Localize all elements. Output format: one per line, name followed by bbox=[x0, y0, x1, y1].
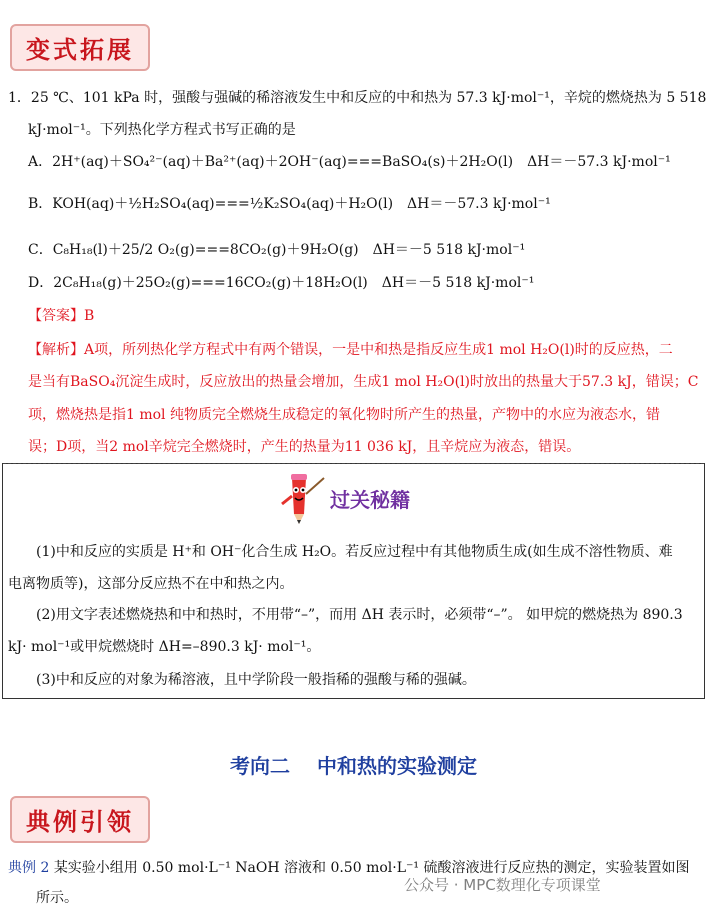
section-badge-variant: 变式拓展 bbox=[10, 24, 150, 71]
watermark: 公众号 · MPC数理化专项课堂 bbox=[404, 876, 601, 894]
analysis-line2: 是当有BaSO₄沉淀生成时，反应放出的热量会增加，生成1 mol H₂O(l)时放出的热量大于57.3 kJ，错误；C bbox=[28, 374, 699, 390]
analysis-line4: 误；D项，当2 mol辛烷完全燃烧时，产生的热量为11 036 kJ，且辛烷应为液态，错误。 bbox=[28, 439, 581, 455]
tip-1-line1: (1)中和反应的实质是 H⁺和 OH⁻化合生成 H₂O。若反应过程中有其他物质生成(如生成不溶性物质、难 bbox=[36, 544, 673, 560]
tips-title: 过关秘籍 bbox=[330, 488, 410, 512]
box-top-divider bbox=[3, 463, 704, 464]
tip-2-line1: (2)用文字表述燃烧热和中和热时，不用带“–”，而用 ΔH 表示时，必须带“–”。 如甲烷的燃烧热为 890.3 bbox=[36, 607, 683, 623]
answer-label: 【答案】B bbox=[28, 308, 95, 324]
option-c: C．C₈H₁₈(l)＋25/2 O₂(g)===8CO₂(g)＋9H₂O(g) ΔH＝－5 518 kJ·mol⁻¹ bbox=[28, 242, 526, 258]
example-line2: 所示。 bbox=[36, 890, 78, 906]
section-badge-example: 典例引领 bbox=[10, 796, 150, 843]
pencil-mascot-icon bbox=[272, 470, 328, 526]
tip-3: (3)中和反应的对象为稀溶液，且中学阶段一般指稀的强酸与稀的强碱。 bbox=[36, 672, 476, 688]
section-title: 考向二 中和热的实验测定 bbox=[230, 754, 477, 778]
question-stem-line1: 1．25 ℃、101 kPa 时，强酸与强碱的稀溶液发生中和反应的中和热为 57.3 kJ·mol⁻¹，辛烷的燃烧热为 5 518 bbox=[8, 90, 707, 106]
option-b: B．KOH(aq)＋½H₂SO₄(aq)===½K₂SO₄(aq)＋H₂O(l) ΔH＝－57.3 kJ·mol⁻¹ bbox=[28, 196, 551, 212]
option-a: A．2H⁺(aq)＋SO₄²⁻(aq)＋Ba²⁺(aq)＋2OH⁻(aq)===BaSO₄(s)＋2H₂O(l) ΔH＝－57.3 kJ·mol⁻¹ bbox=[28, 154, 671, 170]
tip-2-line2: kJ· mol⁻¹或甲烷燃烧时 ΔH=–890.3 kJ· mol⁻¹。 bbox=[8, 639, 321, 655]
example-text-line1: 某实验小组用 0.50 mol·L⁻¹ NaOH 溶液和 0.50 mol·L⁻¹ 硫酸溶液进行反应热的测定，实验装置如图 bbox=[53, 860, 690, 876]
question-stem-line2: kJ·mol⁻¹。下列热化学方程式书写正确的是 bbox=[28, 122, 296, 138]
option-d: D．2C₈H₁₈(g)＋25O₂(g)===16CO₂(g)＋18H₂O(l) ΔH＝－5 518 kJ·mol⁻¹ bbox=[28, 275, 535, 291]
analysis-line3: 项，燃烧热是指1 mol 纯物质完全燃烧生成稳定的氧化物时所产生的热量，产物中的水应为液态水，错 bbox=[28, 407, 660, 423]
example-label: 典例 2 bbox=[8, 860, 50, 876]
analysis-line1: 【解析】A项，所列热化学方程式中有两个错误，一是中和热是指反应生成1 mol H₂O(l)时的反应热，二 bbox=[28, 342, 673, 358]
tip-1-line2: 电离物质等)，这部分反应热不在中和热之内。 bbox=[8, 576, 294, 592]
